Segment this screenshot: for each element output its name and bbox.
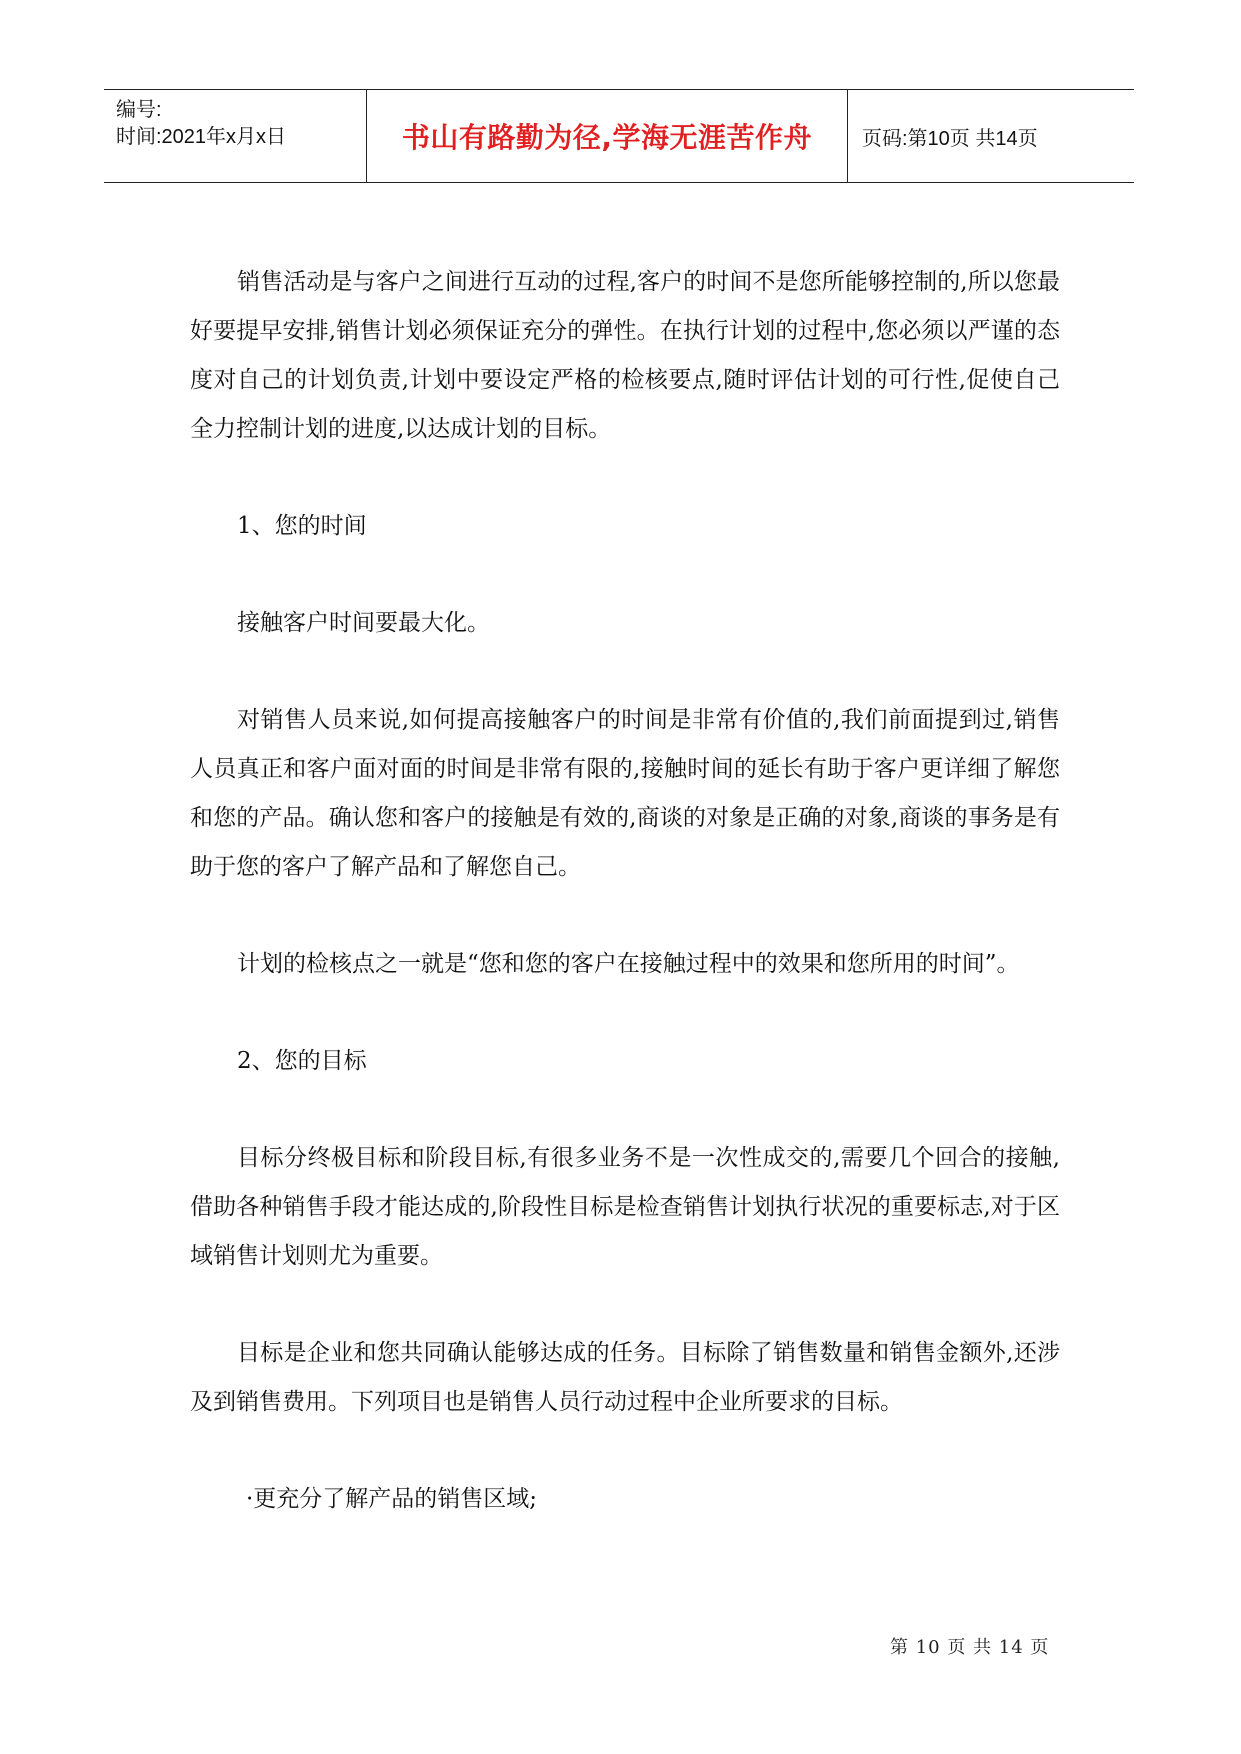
paragraph-maximize-contact: 接触客户时间要最大化。 [237, 610, 490, 636]
document-header [104, 89, 1134, 183]
paragraph-goal-definition: 目标是企业和您共同确认能够达成的任务。目标除了销售数量和销售金额外,还涉及到销售费用。下列项目也是销售人员行动过程中企业所要求的目标。 [190, 1340, 1060, 1415]
header-meta-cell [104, 90, 366, 182]
section-heading-goal: 2、您的目标 [237, 1048, 367, 1074]
header-motto-cell [366, 90, 848, 182]
bullet-item: ·更充分了解产品的销售区域; [246, 1486, 538, 1512]
serial-number-label: 编号: [116, 99, 162, 121]
document-body [190, 258, 1060, 1572]
section-heading-time: 1、您的时间 [237, 513, 367, 539]
paragraph-contact-time: 对销售人员来说,如何提高接触客户的时间是非常有价值的,我们前面提到过,销售人员真正和客户面对面的时间是非常有限的,接触时间的延长有助于客户更详细了解您和您的产品。确认您和客户的接触是有效的,商谈的对象是正确的对象,商谈的事务是有助于您的客户了解产品和了解您自己。 [190, 707, 1060, 880]
paragraph-goal-types: 目标分终极目标和阶段目标,有很多业务不是一次性成交的,需要几个回合的接触,借助各种销售手段才能达成的,阶段性目标是检查销售计划执行状况的重要标志,对于区域销售计划则尤为重要。 [190, 1145, 1060, 1269]
paragraph-intro: 销售活动是与客户之间进行互动的过程,客户的时间不是您所能够控制的,所以您最好要提早安排,销售计划必须保证充分的弹性。在执行计划的过程中,您必须以严谨的态度对自己的计划负责,计划中要设定严格的检核要点,随时评估计划的可行性,促使自己全力控制计划的进度,以达成计划的目标。 [190, 269, 1060, 442]
motto-text: 书山有路勤为径,学海无涯苦作舟 [401, 121, 813, 154]
page-number-label: 页码:第10页 共14页 [862, 127, 1038, 150]
time-label: 时间:2021年x月x日 [116, 126, 287, 148]
page-footer: 第 10 页 共 14 页 [890, 1637, 1050, 1658]
header-page-cell [848, 90, 1134, 182]
paragraph-checkpoint: 计划的检核点之一就是“您和您的客户在接触过程中的效果和您所用的时间”。 [237, 951, 1020, 977]
